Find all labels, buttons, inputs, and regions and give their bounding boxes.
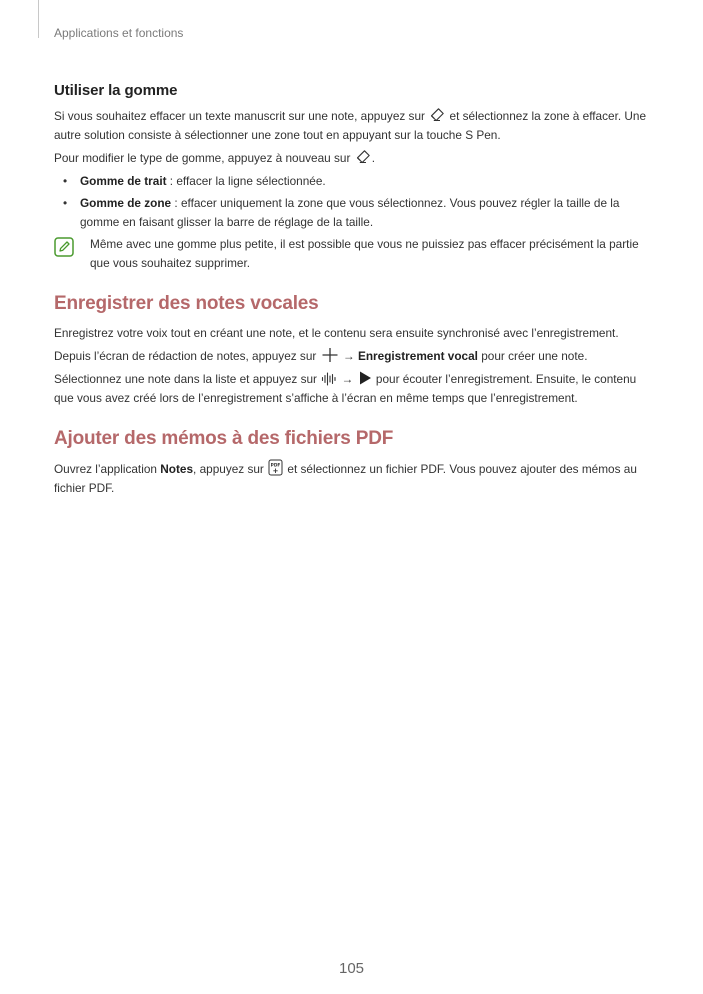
bullet-term: Gomme de zone — [80, 196, 172, 210]
eraser-paragraph-2 — [54, 149, 654, 168]
play-icon — [358, 370, 372, 386]
notes-app-name: Notes — [160, 462, 194, 476]
voice-section-heading: Enregistrer des notes vocales — [54, 293, 319, 314]
eraser-icon — [429, 107, 445, 123]
voice-p3-text: Sélectionnez une note dans la liste et appuyez sur — [54, 372, 317, 386]
voice-p2-text: Depuis l’écran de rédaction de notes, appuyez sur — [54, 349, 317, 363]
pdf-p1-text-end: et sélectionnez un fichier PDF. Vous pouvez ajouter des mémos au fichier PDF. — [54, 462, 637, 495]
pdf-p1-text: Ouvrez l’application — [54, 462, 157, 476]
eraser-subheading: Utiliser la gomme — [54, 82, 178, 99]
pdf-p1-text-mid: , appuyez sur — [193, 462, 264, 476]
note-pencil-icon — [54, 237, 74, 257]
eraser-p2-text: Pour modifier le type de gomme, appuyez à nouveau sur — [54, 151, 351, 165]
pdf-import-icon — [268, 459, 283, 476]
voice-p2-text-end: pour créer une note. — [481, 349, 588, 363]
arrow-glyph: → — [341, 372, 354, 386]
pdf-icon-label: PDF — [270, 463, 281, 469]
eraser-paragraph-1 — [54, 107, 654, 145]
list-item — [54, 194, 654, 232]
pdf-paragraph-1 — [54, 459, 654, 498]
voice-paragraph-3 — [54, 370, 654, 408]
eraser-p1-text-end: et sélectionnez la zone à effacer. Une autre solution consiste à sélectionner une zone tout en appuyant sur la touche S Pen. — [54, 109, 647, 142]
page-content — [54, 82, 654, 498]
bullet-text: : effacer uniquement la zone que vous sélectionnez. Vous pouvez régler la taille de la gomme en faisant glisser la barre de réglage de la taille. — [80, 196, 620, 229]
eraser-p2-period: . — [371, 151, 375, 165]
pdf-section-heading: Ajouter des mémos à des fichiers PDF — [54, 428, 394, 449]
running-header: Applications et fonctions — [54, 26, 184, 40]
eraser-p1-text: Si vous souhaitez effacer un texte manuscrit sur une note, appuyez sur — [54, 109, 425, 123]
bullet-term: Gomme de trait — [80, 174, 167, 188]
bullet-dot: • — [63, 196, 68, 210]
plus-icon — [321, 347, 339, 363]
note-callout — [54, 235, 654, 273]
page-number: 105 — [338, 960, 365, 977]
eraser-icon — [355, 149, 371, 165]
eraser-type-list — [54, 172, 654, 232]
voice-paragraph-2 — [54, 347, 654, 366]
voice-p3-text-end: pour écouter l’enregistrement. Ensuite, le contenu que vous avez créé lors de l’enregistrement s’affiche à l’écran en même temps que l’enregistrement. — [54, 372, 637, 405]
bullet-text: : effacer la ligne sélectionnée. — [166, 174, 326, 188]
audio-waveform-icon — [321, 372, 337, 386]
bullet-dot: • — [63, 174, 68, 188]
note-text: Même avec une gomme plus petite, il est possible que vous ne puissiez pas effacer précisément la partie que vous souhaitez supprimer. — [90, 237, 639, 270]
page-margin-rule — [38, 0, 39, 38]
voice-paragraph-1: Enregistrez votre voix tout en créant une note, et le contenu sera ensuite synchronisé avec l’enregistrement. — [54, 326, 619, 340]
list-item — [54, 172, 654, 191]
voice-recording-term: Enregistrement vocal — [357, 349, 478, 363]
arrow-glyph: → — [342, 349, 355, 363]
